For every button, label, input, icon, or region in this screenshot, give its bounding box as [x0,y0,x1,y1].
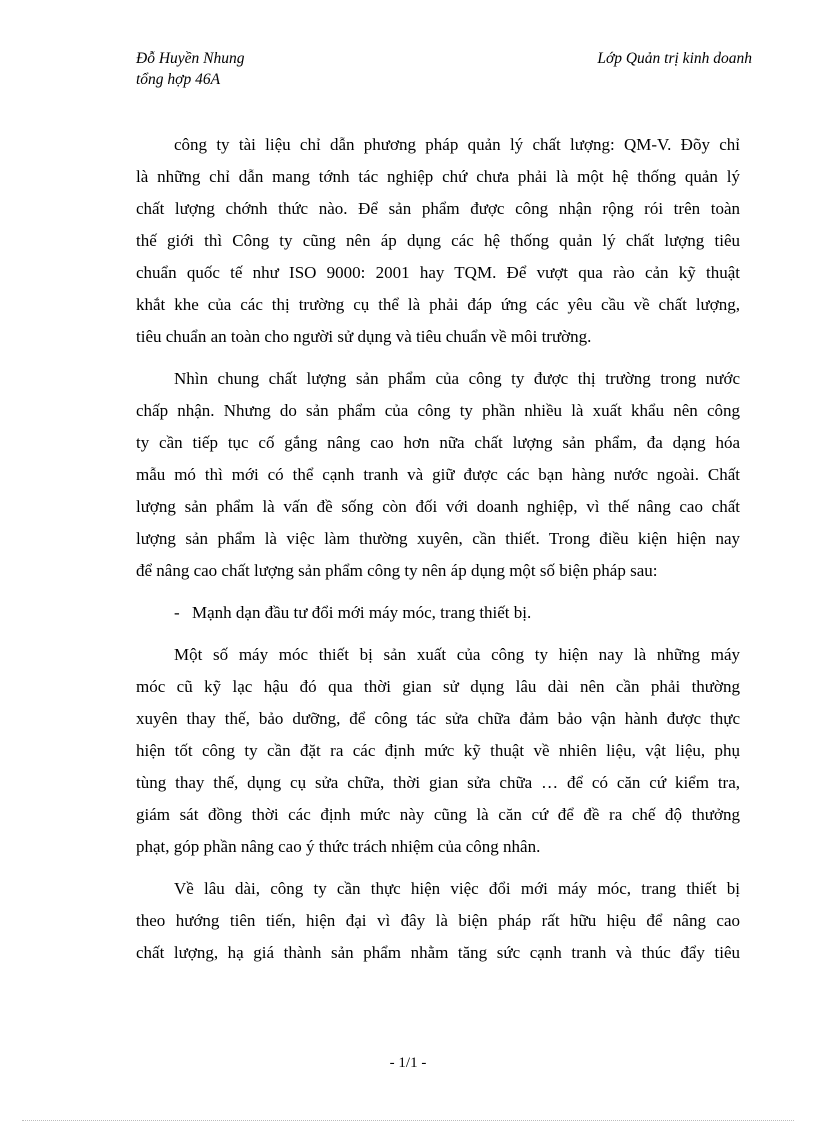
paragraph-2 [136,363,740,587]
paragraph-line: lượng sản phẩm là việc làm thường xuyên, cần thiết. Trong điều kiện hiện nay [136,529,740,548]
paragraph-line: chấp nhận. Nhưng do sản phẩm của công ty phần nhiều là xuất khẩu nên công [136,401,740,420]
paragraph-line: móc cũ kỹ lạc hậu đó qua thời gian sử dụng lâu dài nên cần phải thường [136,677,740,696]
page-number: - 1/1 - [389,1055,427,1071]
page-bottom-border [22,1120,794,1121]
paragraph-line: mẫu mó thì mới có thể cạnh tranh và giữ được các bạn hàng nước ngoài. Chất [136,465,740,484]
paragraph-line: Một số máy móc thiết bị sản xuất của công ty hiện nay là những máy [174,645,740,664]
paragraph-line: chuẩn quốc tế như ISO 9000: 2001 hay TQM. Để vượt qua rào cản kỹ thuật [136,263,740,282]
paragraph-line: tiêu chuẩn an toàn cho người sử dụng và tiêu chuẩn về môi trường. [136,327,592,346]
paragraph-line: xuyên thay thế, bảo dưỡng, để công tác sửa chữa đảm bảo vận hành được thực [136,709,740,728]
paragraph-3 [136,639,740,863]
paragraph-line: phạt, góp phần nâng cao ý thức trách nhiệm của công nhân. [136,837,541,856]
paragraph-line: chất lượng chớnh thức nào. Để sản phẩm được công nhận rộng rói trên toàn [136,199,740,218]
paragraph-line: lượng sản phẩm là vấn đề sống còn đối với doanh nghiệp, vì thế nâng cao chất [136,497,740,516]
bullet-dash: - [174,603,180,622]
paragraph-line: chất lượng, hạ giá thành sản phẩm nhằm tăng sức cạnh tranh và thúc đẩy tiêu [136,943,740,962]
paragraph-line: công ty tài liệu chỉ dẫn phương pháp quản lý chất lượng: QM-V. Đõy chỉ [174,135,740,154]
bullet-item [136,597,740,629]
paragraph-line: thế giới thì Công ty cũng nên áp dụng các hệ thống quản lý chất lượng tiêu [136,231,740,250]
paragraph-line: là những chỉ dẫn mang tớnh tác nghiệp chứ chưa phải là một hệ thống quản lý [136,167,740,186]
paragraph-line: theo hướng tiên tiến, hiện đại vì đây là biện pháp rất hữu hiệu để nâng cao [136,911,740,930]
paragraph-line: Về lâu dài, công ty cần thực hiện việc đổi mới máy móc, trang thiết bị [174,879,740,898]
paragraph-line: ty cần tiếp tục cố gắng nâng cao hơn nữa chất lượng sản phẩm, đa dạng hóa [136,433,740,452]
paragraph-line: Nhìn chung chất lượng sản phẩm của công ty được thị trường trong nước [174,369,740,388]
paragraph-line: giám sát đồng thời các định mức này cũng là căn cứ để đề ra chế độ thưởng [136,805,740,824]
paragraph-4 [136,873,740,969]
header-author-block [136,48,245,90]
header-course: Lớp Quản trị kinh doanh [597,50,752,67]
paragraph-line: khắt khe của các thị trường cụ thể là phải đáp ứng các yêu cầu về chất lượng, [136,295,740,314]
document-body [136,129,740,979]
header-author-class: tổng hợp 46A [136,71,221,88]
bullet-text: Mạnh dạn đầu tư đổi mới máy móc, trang thiết bị. [192,603,532,622]
paragraph-1 [136,129,740,353]
header-author-name: Đỗ Huyền Nhung [136,50,245,67]
paragraph-line: hiện tốt công ty cần đặt ra các định mức kỹ thuật về nhiên liệu, vật liệu, phụ [136,741,740,760]
paragraph-line: tùng thay thế, dụng cụ sửa chữa, thời gian sửa chữa … để có căn cứ kiểm tra, [136,773,740,792]
paragraph-line: để nâng cao chất lượng sản phẩm công ty nên áp dụng một số biện pháp sau: [136,561,658,580]
